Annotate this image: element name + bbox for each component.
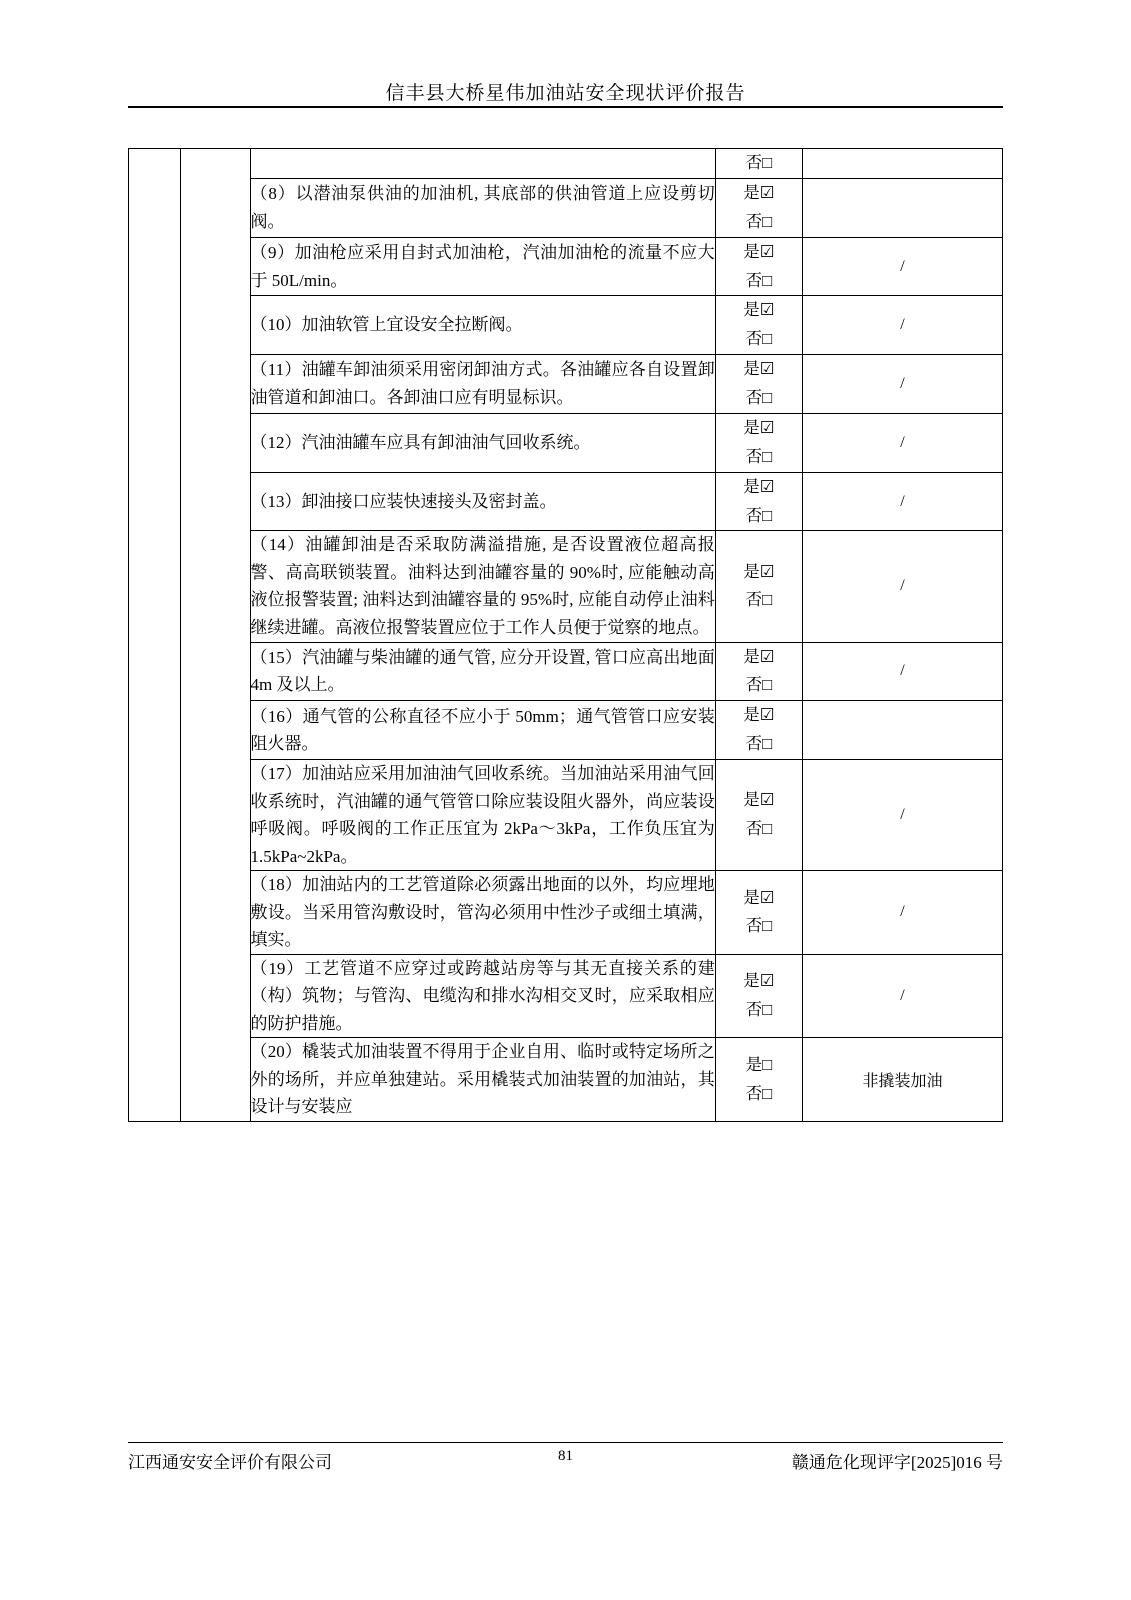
footer-divider <box>128 1442 1003 1443</box>
table-row <box>129 355 1003 414</box>
checklist-note <box>802 149 1002 179</box>
table-row <box>129 871 1003 955</box>
answer-no[interactable]: 否□ <box>745 505 773 525</box>
answer-no[interactable]: 否□ <box>745 446 773 466</box>
checklist-answer <box>715 413 802 472</box>
table-row <box>129 413 1003 472</box>
checklist-item-text: （16）通气管的公称直径不应小于 50mm；通气管管口应安装阻火器。 <box>250 701 715 760</box>
checklist-item-text: （19）工艺管道不应穿过或跨越站房等与其无直接关系的建（构）筑物；与管沟、电缆沟和排水沟相交叉时，应采取相应的防护措施。 <box>250 954 715 1038</box>
checklist-table-body <box>129 149 1003 1122</box>
checklist-note: / <box>802 413 1002 472</box>
checklist-note <box>802 178 1002 237</box>
answer-no[interactable]: 否□ <box>745 211 773 231</box>
checklist-note: / <box>802 355 1002 414</box>
footer-doc-code: 赣通危化现评字[2025]016 号 <box>791 1453 1003 1472</box>
answer-no[interactable]: 否□ <box>745 675 773 695</box>
checklist-note: / <box>802 237 1002 296</box>
footer-company: 江西通安安全评价有限公司 <box>128 1453 332 1472</box>
checklist-item-text: （13）卸油接口应装快速接头及密封盖。 <box>250 472 715 531</box>
checklist-answer <box>715 296 802 355</box>
checklist-answer <box>715 531 802 642</box>
table-row <box>129 237 1003 296</box>
checklist-note: / <box>802 531 1002 642</box>
checklist-note: 非撬装加油 <box>802 1038 1002 1122</box>
checklist-answer <box>715 701 802 760</box>
answer-yes[interactable]: 是☑ <box>743 887 775 907</box>
footer-page-number: 81 <box>558 1448 573 1464</box>
checklist-note: / <box>802 472 1002 531</box>
answer-yes[interactable]: 是☑ <box>743 705 775 725</box>
checklist-answer <box>715 954 802 1038</box>
header-divider <box>128 106 1003 108</box>
table-row <box>129 760 1003 871</box>
answer-yes[interactable]: 是☑ <box>743 561 775 581</box>
answer-no[interactable]: 否□ <box>745 590 773 610</box>
row-group-col-a <box>129 149 181 1122</box>
checklist-answer <box>715 178 802 237</box>
checklist-answer <box>715 149 802 179</box>
checklist-item-text: （15）汽油罐与柴油罐的通气管, 应分开设置, 管口应高出地面 4m 及以上。 <box>250 642 715 701</box>
checklist-note: / <box>802 954 1002 1038</box>
checklist-answer <box>715 871 802 955</box>
checklist-item-text: （20）橇装式加油装置不得用于企业自用、临时或特定场所之外的场所，并应单独建站。采用橇装式加油装置的加油站，其设计与安装应 <box>250 1038 715 1122</box>
checklist-answer <box>715 355 802 414</box>
checklist-item-text <box>250 149 715 179</box>
checklist-item-text: （18）加油站内的工艺管道除必须露出地面的以外，均应埋地敷设。当采用管沟敷设时，管沟必须用中性沙子或细土填满，填实。 <box>250 871 715 955</box>
answer-yes[interactable]: 是☑ <box>743 971 775 991</box>
page-header: 信丰县大桥星伟加油站安全现状评价报告 <box>385 83 746 104</box>
table-row <box>129 149 1003 179</box>
answer-no[interactable]: 否□ <box>745 270 773 290</box>
answer-yes[interactable]: 是☑ <box>743 359 775 379</box>
checklist-answer <box>715 1038 802 1122</box>
answer-yes[interactable]: 是☑ <box>743 417 775 437</box>
table-row <box>129 701 1003 760</box>
answer-no[interactable]: 否□ <box>745 734 773 754</box>
answer-yes[interactable]: 是☑ <box>743 646 775 666</box>
checklist-answer <box>715 237 802 296</box>
answer-no[interactable]: 否□ <box>745 153 773 172</box>
answer-no[interactable]: 否□ <box>745 1083 773 1103</box>
checklist-item-text: （11）油罐车卸油须采用密闭卸油方式。各油罐应各自设置卸油管道和卸油口。各卸油口应有明显标识。 <box>250 355 715 414</box>
answer-yes[interactable]: 是☑ <box>743 300 775 320</box>
checklist-item-text: （17）加油站应采用加油油气回收系统。当加油站采用油气回收系统时，汽油罐的通气管管口除应装设阻火器外，尚应装设呼吸阀。呼吸阀的工作正压宜为 2kPa～3kPa，工作负压宜为 1.5kPa~2kPa。 <box>250 760 715 871</box>
table-row <box>129 531 1003 642</box>
checklist-note <box>802 701 1002 760</box>
table-row <box>129 642 1003 701</box>
table-row <box>129 296 1003 355</box>
checklist-note: / <box>802 760 1002 871</box>
checklist-item-text: （9）加油枪应采用自封式加油枪，汽油加油枪的流量不应大于 50L/min。 <box>250 237 715 296</box>
checklist-item-text: （14）油罐卸油是否采取防满溢措施, 是否设置液位超高报警、高高联锁装置。油料达到油罐容量的 90%时, 应能触动高液位报警装置; 油料达到油罐容量的 95%时, 应能自动停止油料继续进罐。高液位报警装置应位于工作人员便于觉察的地点。 <box>250 531 715 642</box>
row-group-col-b <box>180 149 250 1122</box>
answer-no[interactable]: 否□ <box>745 916 773 936</box>
answer-yes[interactable]: 是☑ <box>743 476 775 496</box>
table-row <box>129 472 1003 531</box>
table-row <box>129 954 1003 1038</box>
answer-no[interactable]: 否□ <box>745 1000 773 1020</box>
checklist-answer <box>715 472 802 531</box>
answer-yes[interactable]: 是☑ <box>743 790 775 810</box>
checklist-answer <box>715 760 802 871</box>
answer-yes[interactable]: 是☑ <box>743 182 775 202</box>
answer-no[interactable]: 否□ <box>745 819 773 839</box>
checklist-item-text: （10）加油软管上宜设安全拉断阀。 <box>250 296 715 355</box>
table-row <box>129 1038 1003 1122</box>
checklist-item-text: （8）以潜油泵供油的加油机, 其底部的供油管道上应设剪切阀。 <box>250 178 715 237</box>
answer-no[interactable]: 否□ <box>745 388 773 407</box>
answer-yes[interactable]: 是☑ <box>743 241 775 261</box>
checklist-item-text: （12）汽油油罐车应具有卸油油气回收系统。 <box>250 413 715 472</box>
checklist-note: / <box>802 642 1002 701</box>
table-row <box>129 178 1003 237</box>
answer-no[interactable]: 否□ <box>745 329 773 349</box>
answer-yes[interactable]: 是□ <box>745 1054 773 1074</box>
checklist-note: / <box>802 871 1002 955</box>
checklist-note: / <box>802 296 1002 355</box>
checklist-answer <box>715 642 802 701</box>
checklist-table <box>128 148 1003 1122</box>
